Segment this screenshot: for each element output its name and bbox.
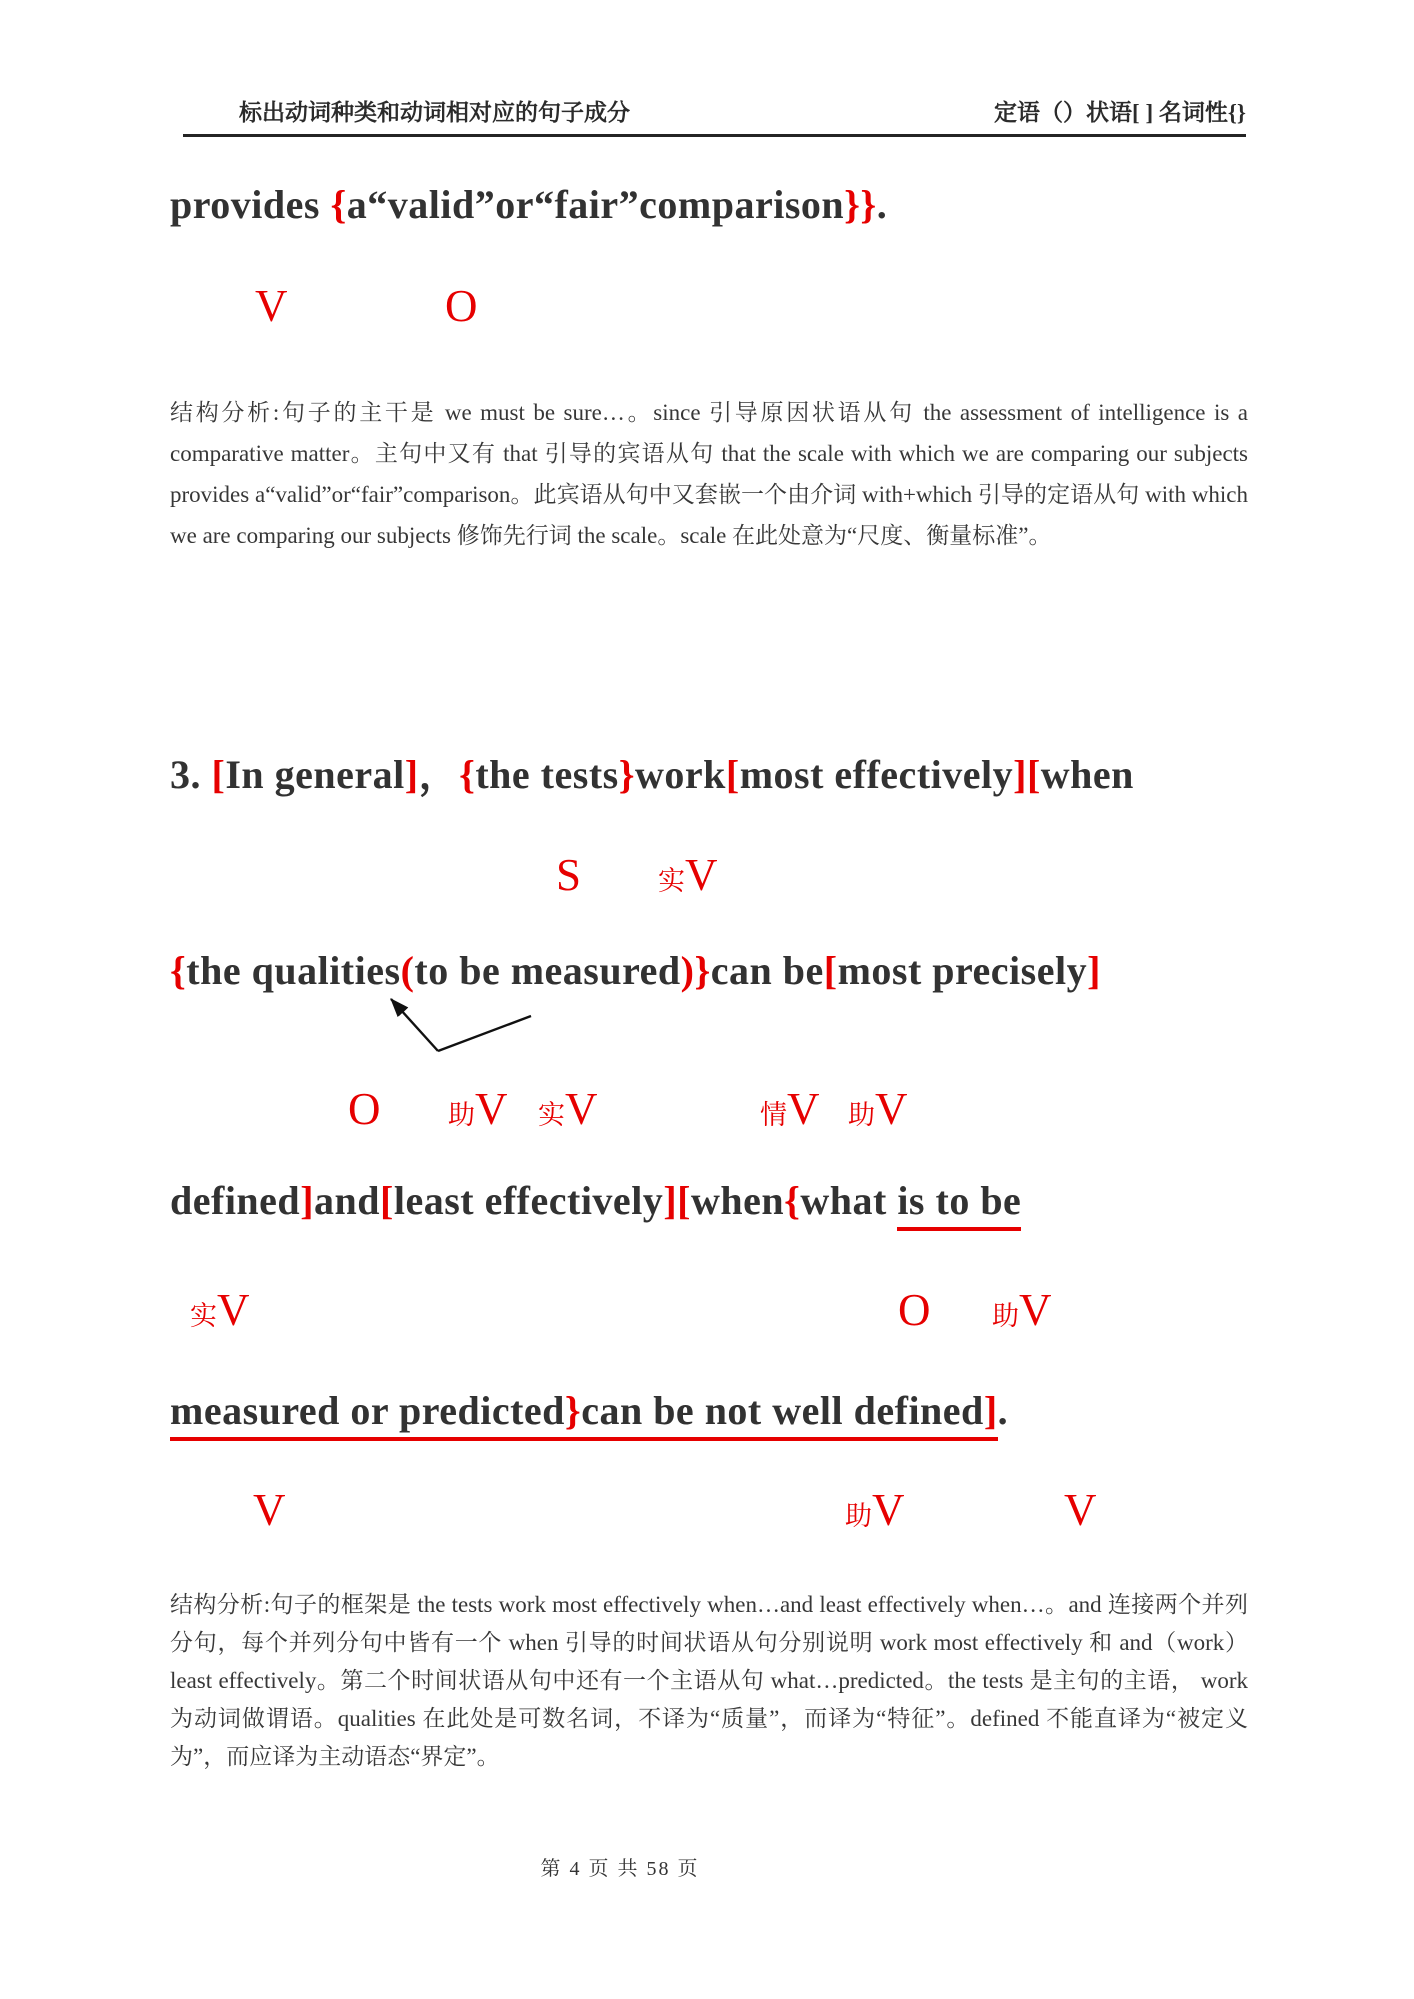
grammar-role-label [992,1287,1052,1339]
annotation-row-3 [0,1086,1414,1136]
annotation-row-4 [0,1287,1414,1337]
sentence-text: is to be [897,1178,1021,1231]
header-title: 标出动词种类和动词相对应的句子成分 [239,100,630,125]
sentence-text: when [690,1178,785,1223]
bracket-mark: ][ [663,1178,691,1223]
role-prefix-char: 助 [448,1100,475,1130]
grammar-role-label [760,1086,820,1138]
sentence-text: most effectively [739,752,1014,797]
annotation-row-5 [0,1487,1414,1537]
bracket-mark: { [330,182,347,227]
role-letter: O [445,281,478,331]
role-letter: V [787,1084,820,1134]
sentence-text: defined [170,1178,301,1223]
grammar-role-label [445,283,478,329]
sentence2-continuation-line [170,176,887,234]
grammar-role-label [1064,1487,1097,1533]
bracket-mark: ] [1087,948,1101,993]
sentence-text: can be [710,948,824,993]
bracket-mark: ] [300,1178,315,1223]
sentence3-line-1 [170,746,1134,804]
bracket-mark: ] [984,1388,998,1441]
role-letter: V [565,1084,598,1134]
bracket-mark: [ [380,1178,394,1223]
bracket-mark: { [170,948,187,993]
role-letter: O [898,1285,931,1335]
header-legend: 定语（）状语[ ] 名词性{} [994,100,1246,125]
role-letter: V [1064,1485,1097,1535]
role-letter: O [348,1084,381,1134]
role-letter: V [255,281,288,331]
bracket-mark: [ [725,752,740,797]
role-prefix-char: 实 [658,866,685,896]
sentence-text: provides [170,182,331,227]
bracket-mark: [ [211,752,226,797]
bracket-mark: )} [680,948,711,993]
role-letter: V [1019,1285,1052,1335]
sentence-text: . [876,182,888,227]
role-prefix-char: 助 [992,1301,1019,1331]
sentence-text: most precisely [837,948,1088,993]
grammar-role-label [845,1487,905,1539]
sentence3-line-2 [170,942,1101,1000]
sentence-text: the tests [475,752,619,797]
grammar-role-label [556,852,581,898]
sentence-text: 3. [170,752,212,797]
page-footer: 第 4 页 共 58 页 [540,1858,700,1880]
role-letter: V [475,1084,508,1134]
bracket-mark: } [618,752,635,797]
bracket-mark: ] [404,752,419,797]
grammar-role-label [448,1086,508,1138]
role-letter: V [872,1485,905,1535]
grammar-role-label [348,1086,381,1132]
role-letter: V [685,850,718,900]
qualities-pointer-arrow [372,986,547,1060]
role-prefix-char: 助 [848,1100,875,1130]
bracket-mark: { [459,752,476,797]
sentence3-line-3 [170,1172,1021,1230]
role-letter: V [875,1084,908,1134]
role-letter: V [217,1285,250,1335]
sentence-text: least effectively [393,1178,664,1223]
bracket-mark: ( [400,948,415,993]
grammar-role-label [848,1086,908,1138]
grammar-role-label [255,283,288,329]
bracket-mark: { [784,1178,801,1223]
analysis-paragraph-1: 结构分析:句子的主干是 we must be sure…。since 引导原因状语从句 the assessment of intelligence is a comparative matter。主句中又有 that 引导的宾语从句 that the scale with which we are comparing our subjects provides a“valid”or“fair”comparison。此宾语从句中又套嵌一个由介词 with+which 引导的定语从句 with which we are comparing our subjects 修饰先行词 the scale。scale 在此处意为“尺度、衡量标准”。 [170,400,1248,548]
role-letter: S [556,850,582,900]
role-prefix-char: 助 [845,1501,872,1531]
sentence-text: . [997,1388,1009,1433]
bracket-mark: ][ [1013,752,1041,797]
bracket-mark: } [565,1388,581,1441]
grammar-role-label [898,1287,931,1333]
role-prefix-char: 情 [760,1100,787,1130]
grammar-role-label [253,1487,286,1533]
sentence-text: a“valid”or“fair”comparison [346,182,845,227]
sentence-text: In general [225,752,405,797]
analysis-paragraph-2: 结构分析:句子的框架是 the tests work most effectively when…and least effectively when…。and 连接两个并列分句，每个并列分句中皆有一个 when 引导的时间状语从句分别说明 work most effectively 和 and（work）least effectively。第二个时间状语从句中还有一个主语从句 what…predicted。the tests 是主句的主语， work 为动词做谓语。qualities 在此处是可数名词，不译为“质量”，而译为“特征”。defined 不能直译为“被定义为”，而应译为主动语态“界定”。 [170,1592,1248,1769]
sentence-text: work [634,752,726,797]
sentence-text: can be not well defined [581,1388,984,1441]
role-letter: V [253,1485,286,1535]
sentence3-line-4 [170,1382,1008,1440]
role-prefix-char: 实 [538,1100,565,1130]
page-header [183,94,1246,137]
sentence-text: what [800,1178,898,1223]
bracket-mark: }} [844,182,877,227]
sentence-text: to be measured [414,948,681,993]
annotation-row-1 [0,283,1414,333]
grammar-role-label [190,1287,250,1339]
sentence-text: ， [418,752,460,797]
grammar-role-label [538,1086,598,1138]
sentence-text: measured or predicted [170,1388,565,1441]
sentence-text: and [314,1178,381,1223]
annotation-row-2 [0,852,1414,902]
bracket-mark: [ [823,948,838,993]
role-prefix-char: 实 [190,1301,217,1331]
sentence-text: when [1040,752,1134,797]
sentence-text: the qualities [186,948,401,993]
grammar-role-label [658,852,718,904]
